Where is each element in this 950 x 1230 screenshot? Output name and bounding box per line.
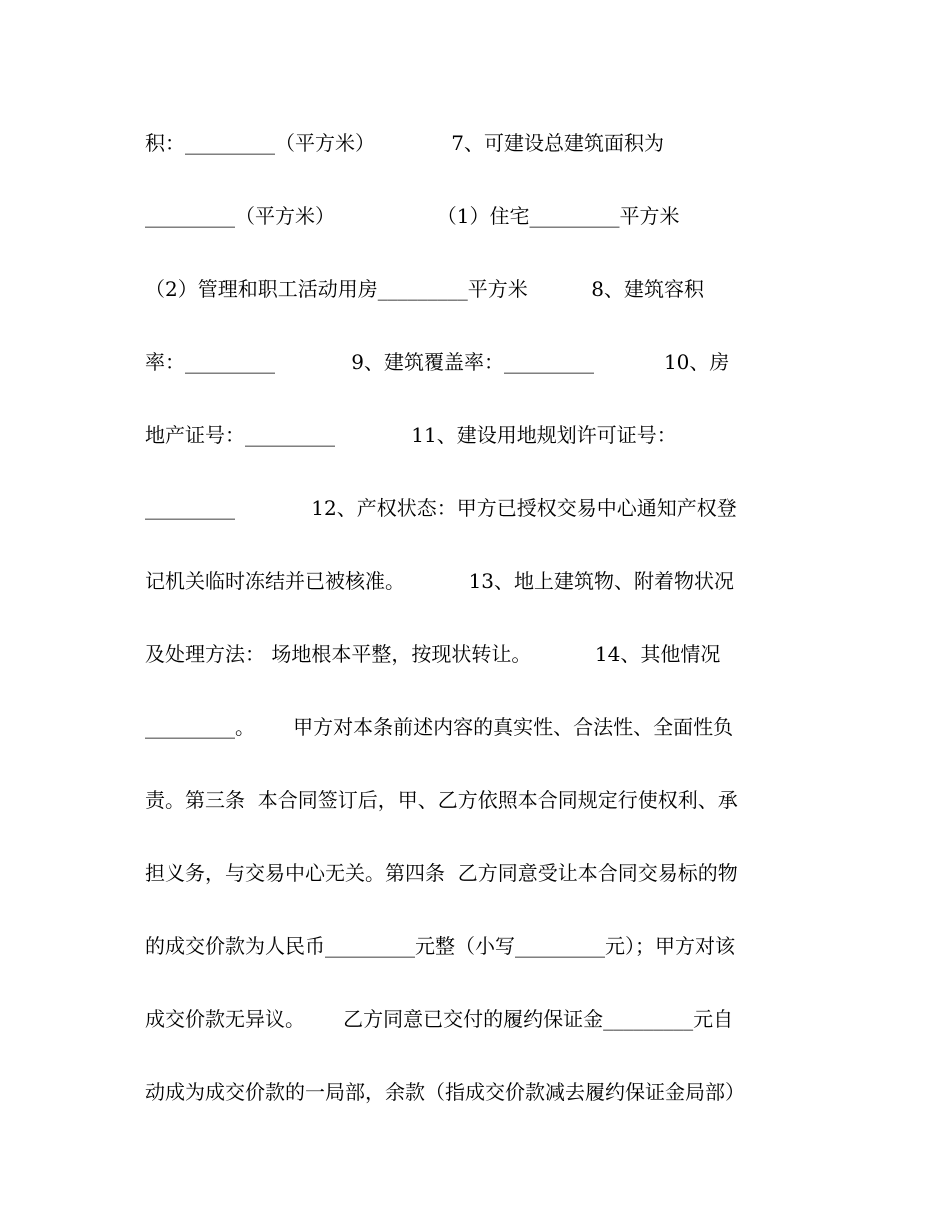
text-line: 地产证号：_________ 11、建设用地规划许可证号： — [145, 423, 677, 447]
text-line: _________ 12、产权状态：甲方已授权交易中心通知产权登 — [145, 496, 737, 520]
text-line: 积：_________（平方米） 7、可建设总建筑面积为 — [145, 131, 665, 155]
text-line: _________。 甲方对本条前述内容的真实性、合法性、全面性负 — [145, 715, 734, 739]
text-line: _________（平方米） （1）住宅_________平方米 — [145, 204, 680, 228]
text-line: 记机关临时冻结并已被核准。 13、地上建筑物、附着物状况 — [145, 569, 735, 593]
text-line: 成交价款无异议。 乙方同意已交付的履约保证金_________元自 — [145, 1007, 734, 1031]
text-line: （2）管理和职工活动用房_________平方米 8、建筑容积 — [145, 277, 705, 301]
text-line: 担义务，与交易中心无关。第四条 乙方同意受让本合同交易标的物 — [145, 861, 738, 885]
text-line: 率：_________ 9、建筑覆盖率：_________ 10、房 — [145, 350, 730, 374]
text-line: 及处理方法： 场地根本平整，按现状转让。 14、其他情况 — [145, 642, 721, 666]
text-line: 动成为成交价款的一局部，余款（指成交价款减去履约保证金局部） — [145, 1080, 745, 1104]
text-line: 责。第三条 本合同签订后，甲、乙方依照本合同规定行使权利、承 — [145, 788, 738, 812]
text-line: 的成交价款为人民币_________元整（小写_________元）；甲方对该 — [145, 934, 735, 958]
